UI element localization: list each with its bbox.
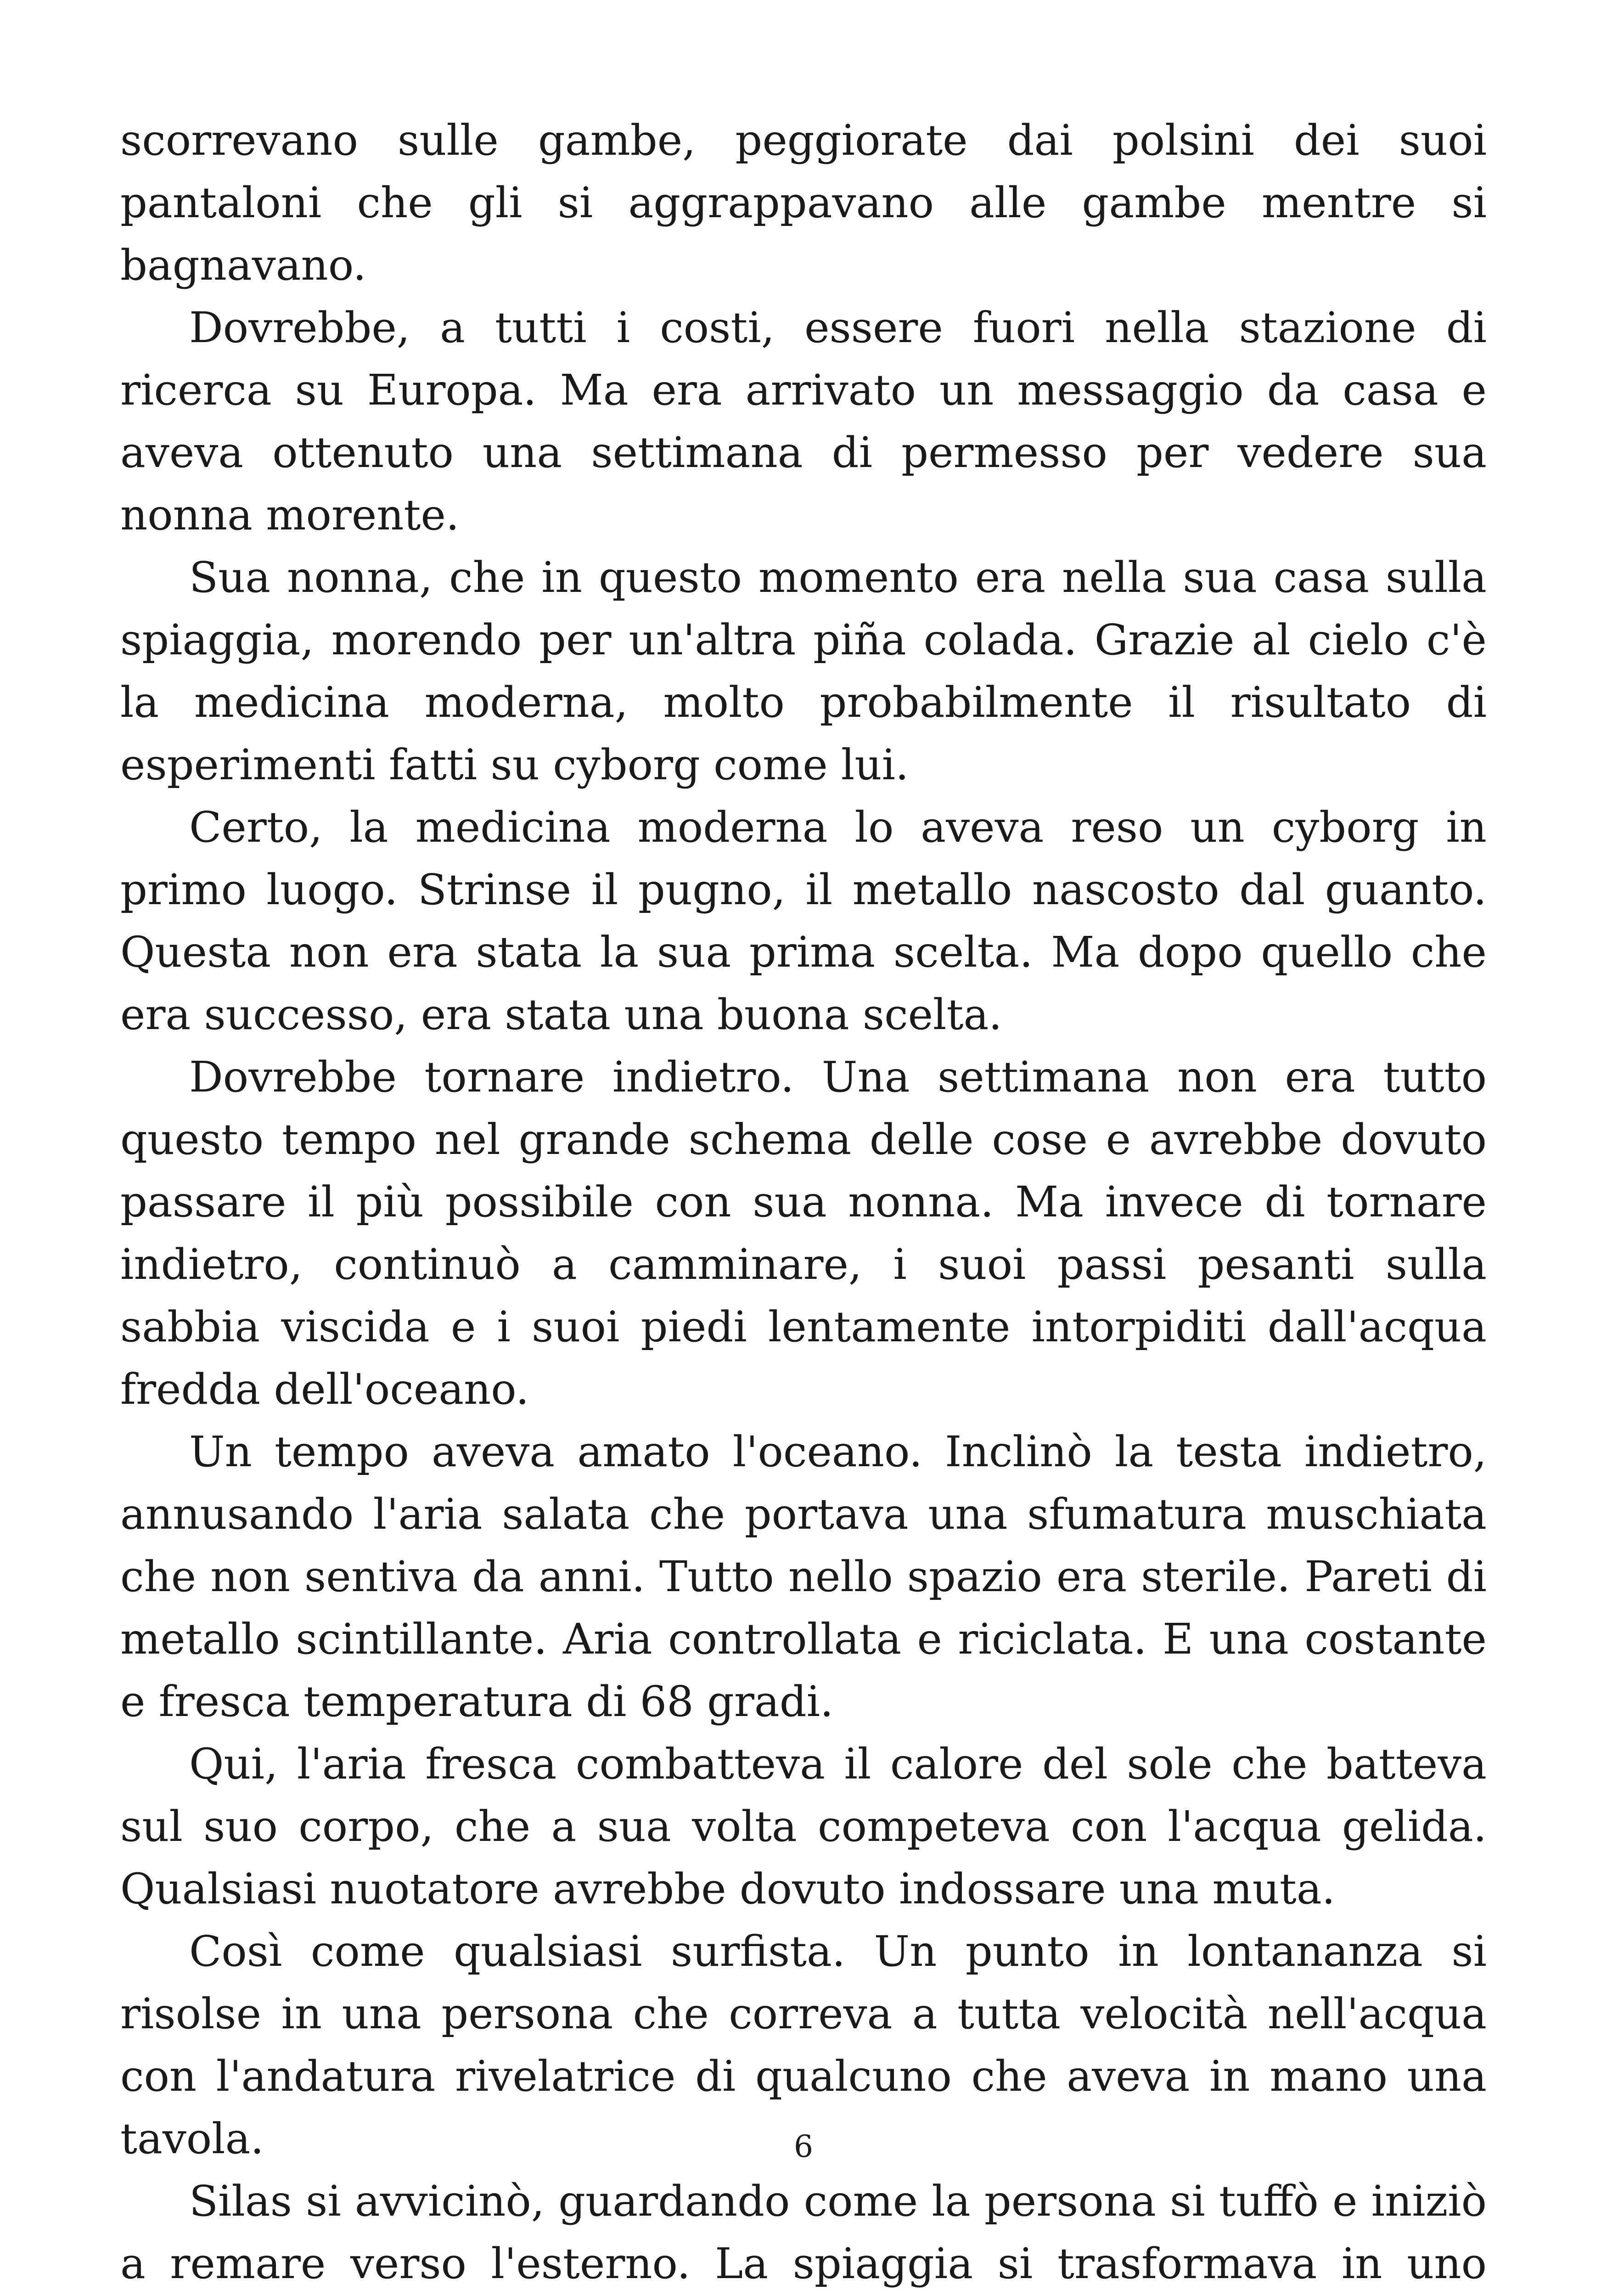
paragraph: Qui, l'aria fresca combatteva il calore del sole che batteva sul suo corpo, che a sua volta competeva con l'acqua gelida. Qualsiasi nuotatore avrebbe dovuto indossare una muta. xyxy=(120,1739,1487,1913)
paragraph: Sua nonna, che in questo momento era nella sua casa sulla spiaggia, morendo per un'altra piña colada. Grazie al cielo c'è la medicina moderna, molto probabilmente il risultato di esperimenti fatti su cyborg come lui. xyxy=(120,553,1487,789)
paragraph: Un tempo aveva amato l'oceano. Inclinò la testa indietro, annusando l'aria salata che portava una sfumatura muschiata che non sentiva da anni. Tutto nello spazio era sterile. Pareti di metallo scintillante. Aria controllata e riciclata. E una costante e fresca temperatura di 68 gradi. xyxy=(120,1427,1487,1726)
page-body xyxy=(120,109,1487,2288)
paragraph: Dovrebbe, a tutti i costi, essere fuori nella stazione di ricerca su Europa. Ma era arrivato un messaggio da casa e aveva ottenuto una settimana di permesso per vedere sua nonna morente. xyxy=(120,303,1487,540)
paragraph: Silas si avvicinò, guardando come la persona si tuffò e iniziò a remare verso l'esterno. La spiaggia si trasformava in uno xyxy=(120,2177,1487,2288)
paragraph: Dovrebbe tornare indietro. Una settimana non era tutto questo tempo nel grande schema delle cose e avrebbe dovuto passare il più possibile con sua nonna. Ma invece di tornare indietro, continuò a camminare, i suoi passi pesanti sulla sabbia viscida e i suoi piedi lentamente intorpiditi dall'acqua fredda dell'oceano. xyxy=(120,1052,1487,1414)
page-number: 6 xyxy=(794,2129,813,2164)
paragraph: Così come qualsiasi surfista. Un punto in lontananza si risolse in una persona che correva a tutta velocità nell'acqua con l'andatura rivelatrice di qualcuno che aveva in mano una tavola. xyxy=(120,1927,1487,2163)
paragraph-continued: scorrevano sulle gambe, peggiorate dai polsini dei suoi pantaloni che gli si aggrappavano alle gambe mentre si bagnavano. xyxy=(120,116,1487,290)
paragraph: Certo, la medicina moderna lo aveva reso un cyborg in primo luogo. Strinse il pugno, il metallo nascosto dal guanto. Questa non era stata la sua prima scelta. Ma dopo quello che era successo, era stata una buona scelta. xyxy=(120,803,1487,1039)
